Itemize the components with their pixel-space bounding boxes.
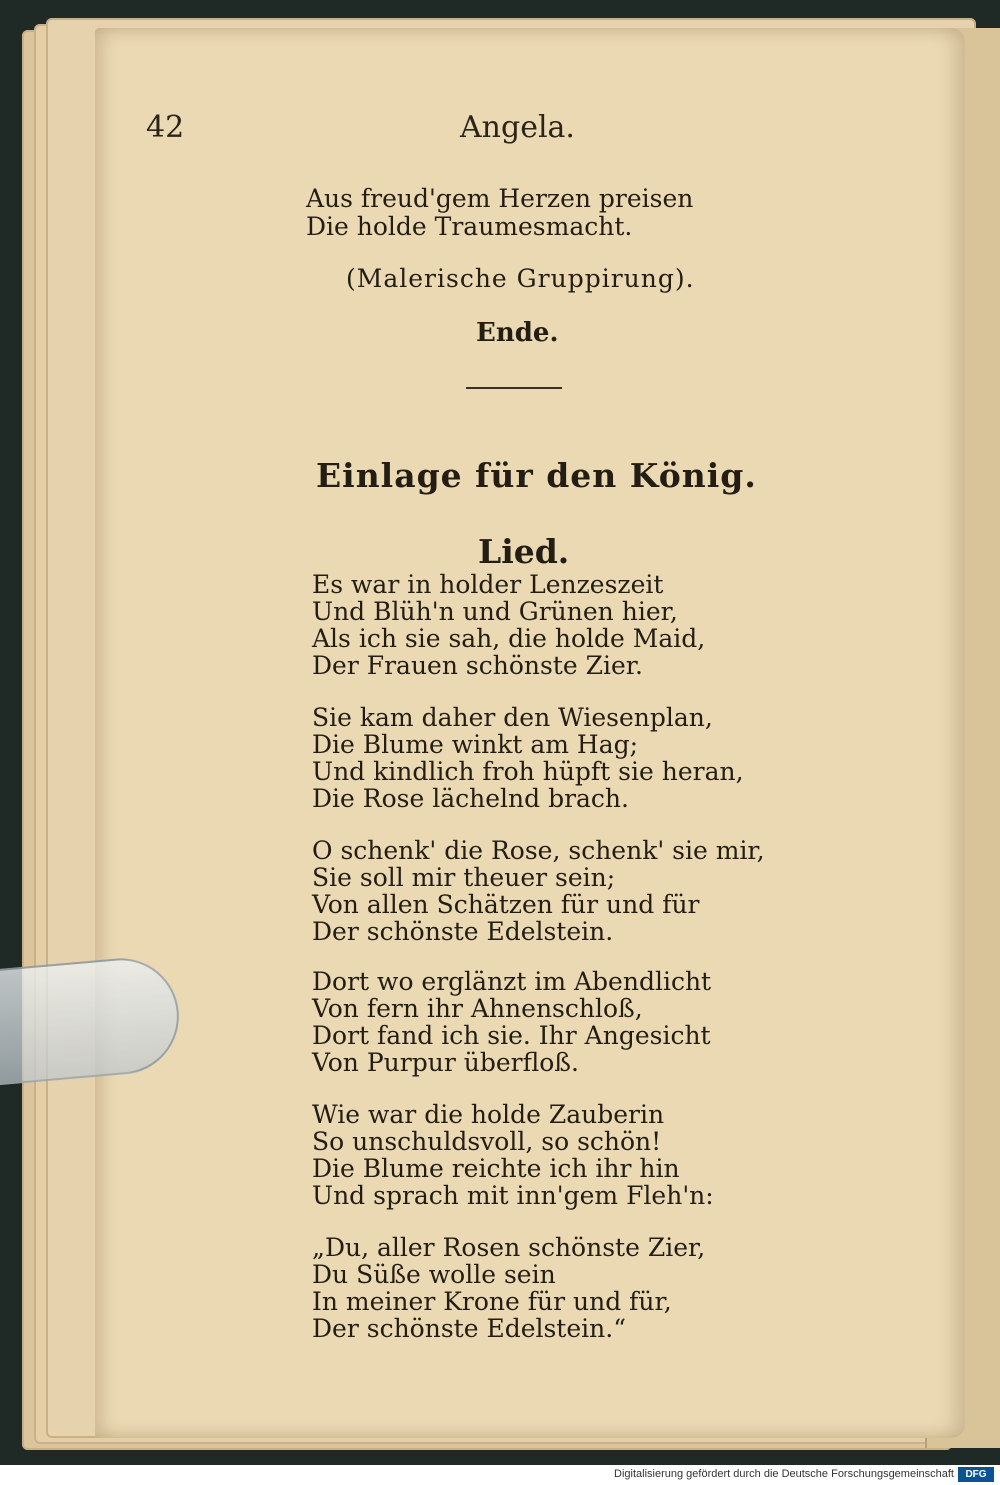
verse-line: Und kindlich froh hüpft sie heran,	[312, 757, 744, 786]
page-number: 42	[146, 110, 185, 145]
verse-line: „Du, aller Rosen schönste Zier,	[312, 1233, 706, 1262]
verse-line: Du Süße wolle sein	[312, 1260, 556, 1289]
verse-line: Der schönste Edelstein.	[312, 917, 614, 946]
verse-line: Als ich sie sah, die holde Maid,	[312, 624, 706, 653]
verse-line: O schenk' die Rose, schenk' sie mir,	[312, 836, 765, 865]
running-head: Angela.	[460, 110, 575, 145]
dfg-logo: DFG	[958, 1467, 994, 1482]
verse-line: Von fern ihr Ahnenschloß,	[312, 994, 643, 1023]
verse-line: Die holde Traumesmacht.	[306, 212, 633, 241]
verse-line: Aus freud'gem Herzen preisen	[306, 184, 694, 213]
verse-line: Die Rose lächelnd brach.	[312, 784, 629, 813]
verse-line: Es war in holder Lenzeszeit	[312, 570, 664, 599]
section-divider	[466, 387, 562, 389]
verse-line: Und sprach mit inn'gem Fleh'n:	[312, 1181, 714, 1210]
insert-heading: Einlage für den König.	[316, 456, 757, 495]
verse-line: Die Blume winkt am Hag;	[312, 730, 639, 759]
digitization-footer	[0, 1465, 1000, 1485]
song-title: Lied.	[478, 532, 570, 571]
verse-line: Von allen Schätzen für und für	[312, 890, 700, 919]
verse-line: Der Frauen schönste Zier.	[312, 651, 643, 680]
verse-line: Sie soll mir theuer sein;	[312, 863, 616, 892]
stage-direction: (Malerische Gruppirung).	[346, 264, 695, 293]
verse-line: Und Blüh'n und Grünen hier,	[312, 597, 678, 626]
end-marker: Ende.	[476, 318, 559, 348]
verse-line: Von Purpur überfloß.	[312, 1048, 579, 1077]
verse-line: Der schönste Edelstein.“	[312, 1314, 626, 1343]
verse-line: Dort fand ich sie. Ihr Angesicht	[312, 1021, 711, 1050]
verse-line: In meiner Krone für und für,	[312, 1287, 672, 1316]
verse-line: Sie kam daher den Wiesenplan,	[312, 703, 713, 732]
verse-line: So unschuldsvoll, so schön!	[312, 1127, 662, 1156]
footer-credit: Digitalisierung gefördert durch die Deutsche Forschungsgemeinschaft	[614, 1468, 954, 1480]
verse-line: Die Blume reichte ich ihr hin	[312, 1154, 680, 1183]
verse-line: Wie war die holde Zauberin	[312, 1100, 665, 1129]
verse-line: Dort wo erglänzt im Abendlicht	[312, 967, 712, 996]
